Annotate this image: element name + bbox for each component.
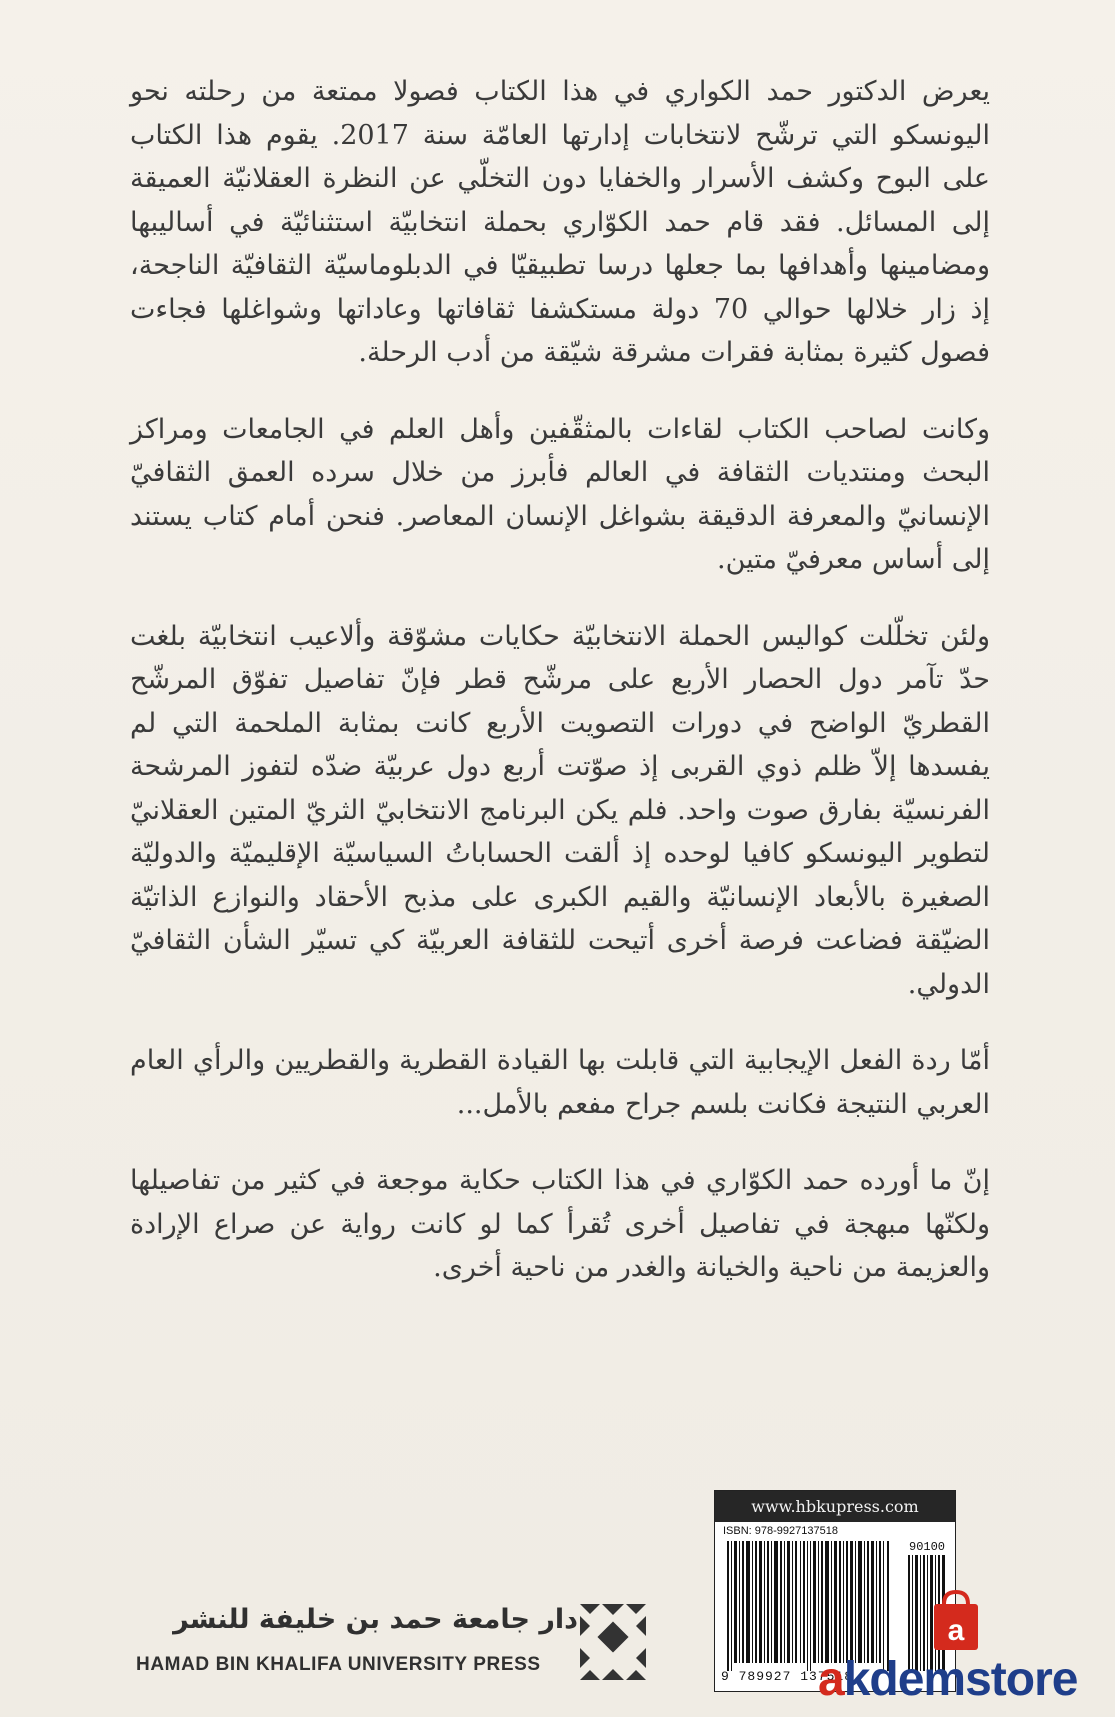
publisher-logo-icon: [580, 1604, 646, 1680]
barcode-bars: [725, 1541, 893, 1671]
barcode-digits: 9 789927 137518: [721, 1669, 854, 1684]
svg-text:a: a: [947, 1614, 965, 1647]
price-code: 90100: [909, 1540, 946, 1554]
blurb-paragraph-4: أمّا ردة الفعل الإيجابية التي قابلت بها القيادة القطرية والقطريين والرأي العام العربي النتيجة فكانت بلسم جراح مفعم بالأمل...: [130, 1045, 990, 1120]
blurb-paragraph-5: إنّ ما أورده حمد الكوّاري في هذا الكتاب حكاية موجعة في كثير من تفاصيلها ولكنّها مبهجة في تفاصيل أخرى تُقرأ كما لو كانت رواية عن صراع الإرادة والعزيمة من ناحية والخيانة والغدر من ناحية أخرى.: [130, 1165, 990, 1283]
store-watermark: [818, 1653, 1078, 1706]
store-watermark-a: a: [818, 1653, 844, 1706]
store-watermark-rest: kdemstore: [843, 1653, 1078, 1706]
isbn-text: ISBN: 978-9927137518: [723, 1525, 838, 1537]
publisher-name-english: HAMAD BIN KHALIFA UNIVERSITY PRESS: [136, 1654, 541, 1675]
publisher-name-arabic: دار جامعة حمد بن خليفة للنشر: [173, 1604, 578, 1635]
blurb-paragraph-3: ولئن تخلّلت كواليس الحملة الانتخابيّة حكايات مشوّقة وألاعيب انتخابيّة بلغت حدّ تآمر دول الحصار الأربع على مرشّح قطر فإنّ تفاصيل تفوّق المرشّح القطريّ الواضح في دورات التصويت الأربع كانت بمثابة الملحمة التي لم يفسدها إلاّ ظلم ذوي القربى إذ صوّتت أربع دول عربيّة ضدّه لتفوز المرشحة الفرنسيّة بفارق صوت واحد. فلم يكن البرنامج الانتخابيّ الثريّ المتين العقلانيّ لتطوير اليونسكو كافيا لوحده إذ ألقت الحساباتُ السياسيّة الإقليميّة والدوليّة الصغيرة بالأبعاد الإنسانيّة والقيم الكبرى على مذبح الأحقاد والنوازع الذاتيّة الضيّقة فضاعت فرصة أخرى أتيحت للثقافة العربيّة كي تسيّر الشأن الثقافيّ الدولي.: [130, 620, 990, 1000]
publisher-website: www.hbkupress.com: [715, 1491, 955, 1522]
blurb-paragraph-2: وكانت لصاحب الكتاب لقاءات بالمثقّفين وأهل العلم في الجامعات ومراكز البحث ومنتديات الثقافة في العالم فأبرز من خلال سرده العمق الثقافيّ الإنسانيّ والمعرفة الدقيقة بشواغل الإنسان المعاصر. فنحن أمام كتاب يستند إلى أساس معرفيّ متين.: [130, 413, 990, 575]
store-cart-icon: [932, 1590, 984, 1654]
blurb-paragraph-1: يعرض الدكتور حمد الكواري في هذا الكتاب فصولا ممتعة من رحلته نحو اليونسكو التي ترشّح لانتخابات إدارتها العامّة سنة 2017. يقوم هذا الكتاب على البوح وكشف الأسرار والخفايا دون التخلّي عن النظرة العقلانيّة العميقة إلى المسائل. فقد قام حمد الكوّاري بحملة انتخابيّة استثنائيّة في أساليبها ومضامينها وأهدافها بما جعلها درسا تطبيقيّا في الدبلوماسيّة الثقافيّة الناجحة، إذ زار خلالها حوالي 70 دولة مستكشفا ثقافاتها وعاداتها وشواغلها فجاءت فصول كثيرة بمثابة فقرات مشرقة شيّقة من أدب الرحلة.: [130, 76, 991, 368]
blurb-text: [130, 70, 990, 1290]
